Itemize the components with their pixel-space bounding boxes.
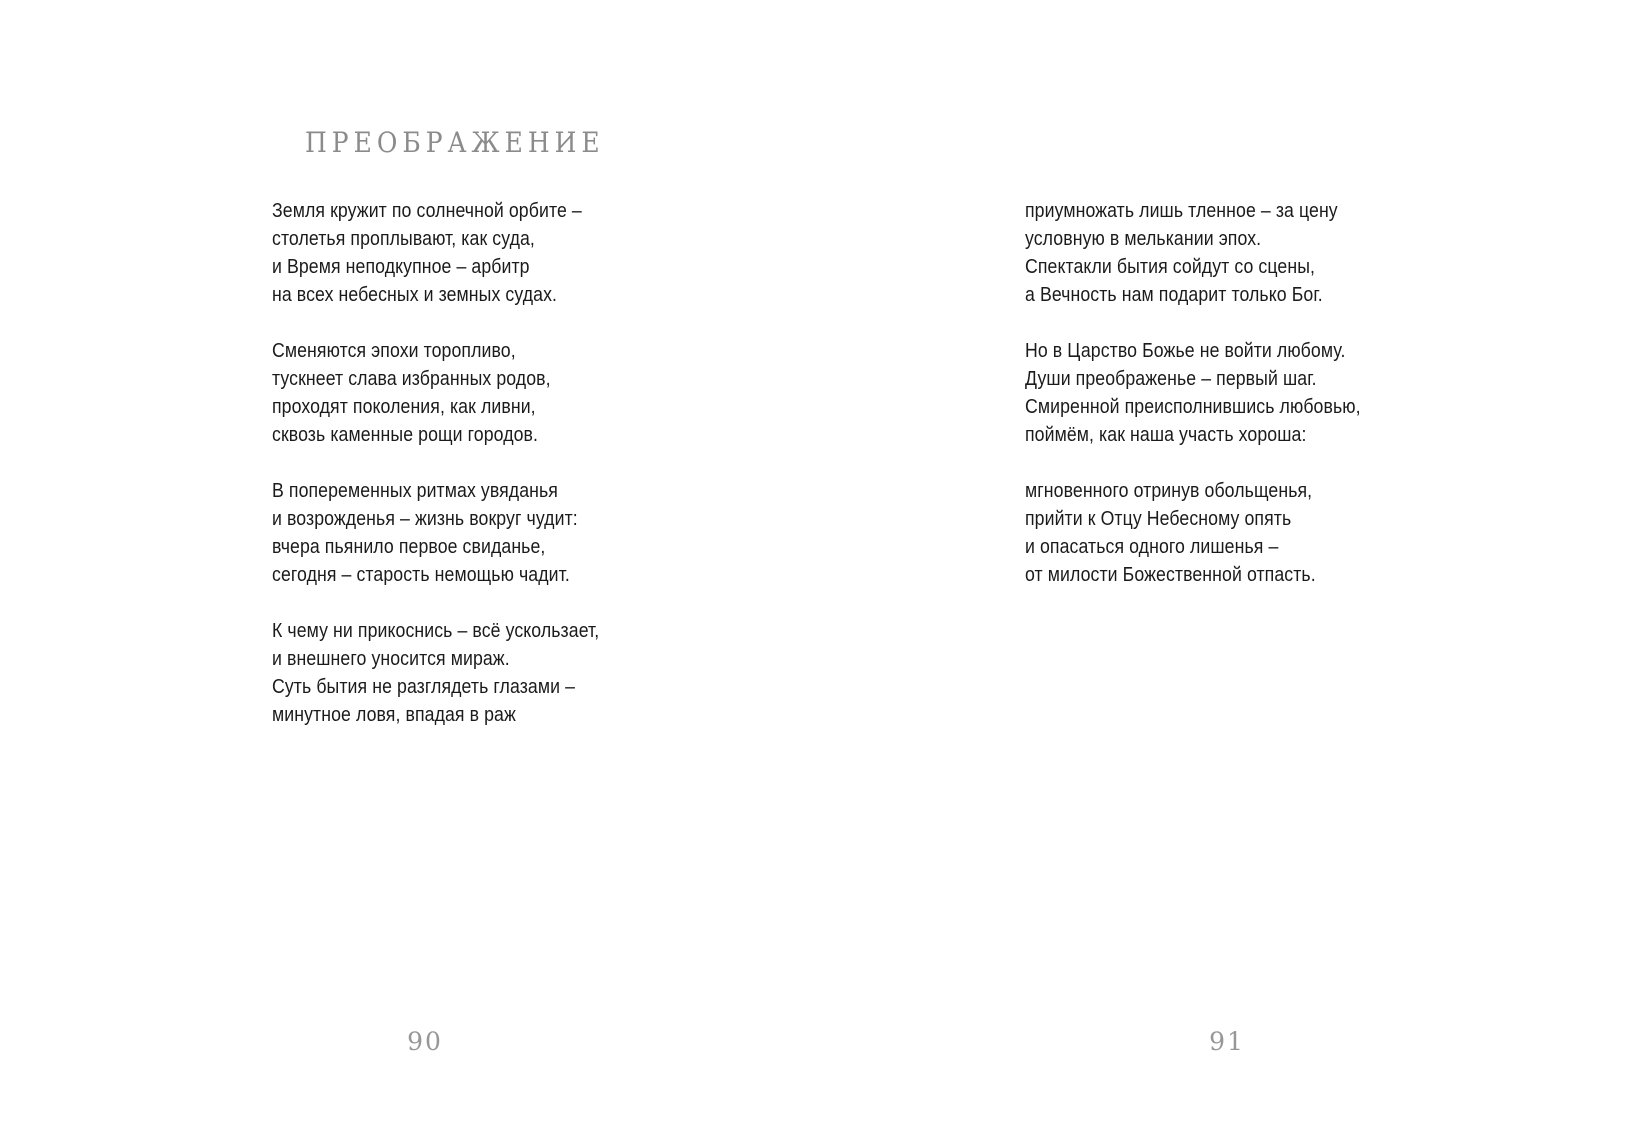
poem-line: Суть бытия не разглядеть глазами – [272,676,576,698]
poem-line: Но в Царство Божье не войти любому. [1025,340,1346,362]
poem-line: минутное ловя, впадая в раж [272,704,516,726]
poem-line: К чему ни прикоснись – всё ускользает, [272,620,600,642]
poem-line: вчера пьянило первое свиданье, [272,536,546,558]
poem-line: сегодня – старость немощью чадит. [272,564,570,586]
page-number-right: 91 [1209,1027,1245,1056]
right-page [822,0,1644,1134]
poem-line: прийти к Отцу Небесному опять [1025,508,1292,530]
poem-line: Души преображенье – первый шаг. [1025,368,1317,390]
poem-line: Земля кружит по солнечной орбите – [272,200,582,222]
poem-line: поймём, как наша участь хороша: [1025,424,1307,446]
poem-line: тускнеет слава избранных родов, [272,368,551,390]
poem-line: и Время неподкупное – арбитр [272,256,530,278]
stanza [272,617,599,729]
poem-line: и внешнего уносится мираж. [272,648,510,670]
poem-line: и возрожденья – жизнь вокруг чудит: [272,508,578,530]
poem-line: на всех небесных и земных судах. [272,284,558,306]
stanza [272,477,599,589]
poem-line: от милости Божественной отпасть. [1025,564,1316,586]
poem-line: Смиренной преисполнившись любовью, [1025,396,1361,418]
poem-title: ПРЕОБРАЖЕНИЕ [305,126,605,159]
stanza [272,337,599,449]
page-number-left: 90 [407,1027,443,1056]
poem-line: сквозь каменные рощи городов. [272,424,539,446]
right-poem-text [1025,197,1361,617]
left-poem-text [272,197,599,757]
poem-line: мгновенного отринув обольщенья, [1025,480,1313,502]
stanza [1025,197,1361,309]
poem-line: столетья проплывают, как суда, [272,228,535,250]
stanza [272,197,599,309]
poem-line: и опасаться одного лишенья – [1025,536,1279,558]
stanza [1025,477,1361,589]
poem-line: условную в мелькании эпох. [1025,228,1262,250]
poem-line: Сменяются эпохи торопливо, [272,340,516,362]
poem-line: проходят поколения, как ливни, [272,396,536,418]
poem-line: Спектакли бытия сойдут со сцены, [1025,256,1316,278]
poem-line: приумножать лишь тленное – за цену [1025,200,1338,222]
poem-line: а Вечность нам подарит только Бог. [1025,284,1323,306]
stanza [1025,337,1361,449]
poem-line: В попеременных ритмах увяданья [272,480,558,502]
